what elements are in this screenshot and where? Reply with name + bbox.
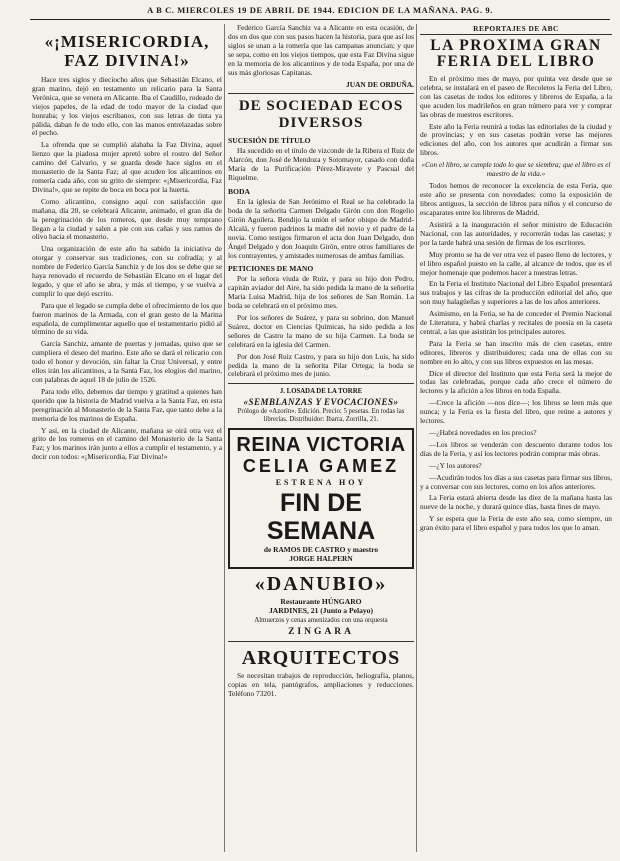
article-paragraph: —¿Habrá novedades en los precios? bbox=[429, 428, 537, 437]
ad-author: J. LOSADA DE LA TORRE bbox=[279, 388, 363, 396]
section-divider bbox=[228, 641, 414, 642]
article-paragraph: Como alicantino, consigno aquí con satisfacción que mañana, día 20, se celebrará Alicante, animado, el gran día de la peregrinación de los romeros, que desde muy temprano llegan a la ciudad y salen a pie con sus cañas y sus ramos de olivo hacia el monasterio. bbox=[32, 196, 222, 242]
column-rule bbox=[224, 24, 225, 852]
ad-show-title: FIN DE SEMANA bbox=[266, 489, 376, 546]
ad-arquitectos-title: ARQUITECTOS bbox=[241, 647, 401, 670]
article-paragraph: La Feria estará abierta desde las diez de la mañana hasta las nueve de la noche, y durará quince días, hasta fines de mayo. bbox=[420, 493, 612, 512]
article-paragraph: Por don José Ruiz Castro, y para su hijo don Luis, ha sido pedida la mano de la señorita Pilar Ortega; la boda se celebrará el próximo mes de junio. bbox=[228, 351, 414, 379]
ad-danubio-body: Almuerzos y cenas amenizados con una orquesta bbox=[254, 617, 388, 625]
subsection-heading: SUCESIÓN DE TÍTULO bbox=[228, 136, 311, 146]
ad-semblanzas bbox=[228, 388, 414, 424]
article-paragraph: Para todo ello, debemos dar tiempo y gratitud a quienes han querido que la historia de Madrid vuelva a la Santa Faz, en esta peregrinación al Monasterio de la Santa Faz, que tanto debe a la memoria de los marinos de España. bbox=[32, 386, 222, 423]
article-paragraph: —Los libros se venderán con descuento durante todos los días de la Feria, y así los lectores podrán comprar más obras. bbox=[420, 439, 612, 458]
subsection-heading: PETICIONES DE MANO bbox=[228, 264, 314, 274]
article-paragraph: En la iglesia de San Jerónimo el Real se ha celebrado la boda de la señorita Carmen Delgado Girón con don Rogelio Girón Aguilera. Bendijo la unión el señor obispo de Madrid-Alcalá, y fueron padrinos la madre del novio y el padre de la novia. Como testigos firmaron el acta don Juan Delgado, don Ángel Delgado y don Joaquín Girón, entre otros familiares de los contrayentes, y amistades numerosas de ambas familias. bbox=[228, 197, 414, 260]
ad-reina-victoria bbox=[228, 428, 414, 569]
ad-danubio-address: JARDINES, 21 (Junto a Pelayo) bbox=[269, 606, 373, 616]
page-header: A B C. MIERCOLES 19 DE ABRIL DE 1944. EDICION DE LA MAÑANA. PAG. 9. bbox=[30, 5, 610, 20]
article-paragraph: Para la Feria se han inscrito más de cien casetas, entre editores, libreros y distribuidores; cada una de ellas con su nombre en lo alto, y con sus libros expuestos en las mesas. bbox=[420, 338, 612, 366]
ad-star-name: CELIA GAMEZ bbox=[242, 456, 400, 477]
ad-premiere-label: ESTRENA HOY bbox=[275, 478, 367, 488]
article-title: «¡MISERICORDIA, FAZ DIVINA!» bbox=[44, 32, 210, 70]
article-paragraph: Todos hemos de reconocer la excelencia de esta Feria, que este año se presenta con novedades: como la exposición de libros antiguos, la sección de libros para niños y el concurso de escaparates entre los libreros de Madrid. bbox=[420, 181, 612, 218]
ad-credits: de RAMOS DE CASTRO y maestro bbox=[263, 545, 379, 555]
article-paragraph: Y así, en la ciudad de Alicante, mañana se oirá otra vez el grito de los romeros en el camino del Monasterio de la Santa Faz; y los marinos irán junto a ellos a cumplir el testamento, y a decir con todos: «¡Misericordia, Faz Divina!» bbox=[32, 425, 222, 462]
article-paragraph: Una organización de este año ha sabido la iniciativa de otorgar y conservar sus tradiciones, con su cofradía; y al nombre de Federico García Sanchiz y de los dos se debe que se haya renovado el recuerdo de Sebastián Elcano en el lugar del legado, y que el año se abra, y más el tiempo, y se vuelva a cumplir lo que dejó escrito. bbox=[32, 244, 222, 298]
column-rule bbox=[416, 24, 417, 852]
article-paragraph: Y se espera que la Feria de este año sea, como siempre, un gran éxito para el libro español y para todos los que lo aman. bbox=[420, 514, 612, 533]
article-paragraph: —¿Y los autores? bbox=[429, 460, 482, 470]
article-paragraph: García Sanchiz, amante de puertas y jornadas, quiso que se cumpliera el deseo del marino. Este año se dará el relicario con todo el honor y devoción, sin faltar la Cruz Universal, y entre ellos irán los alicantinos, a la Santa Faz, los elogios del marino, con palabras de aquel 18 de julio de 1526. bbox=[32, 339, 222, 384]
section-divider bbox=[228, 383, 414, 384]
ad-danubio-sub: Restaurante HÚNGARO bbox=[280, 597, 362, 607]
article-paragraph: Para que el legado se cumpla debe el ofrecimiento de los que fueron marinos de la Armada, con el gran gesto de la Marina española, de cumplimentar aquello que el testamentario pidió al término de su vida. bbox=[32, 300, 222, 337]
ad-danubio-orchestra: ZINGARA bbox=[288, 627, 354, 638]
article-paragraph: Asistirá a la inauguración el señor ministro de Educación Nacional, con las autoridades, y recorrerán todas las casetas; y por la tarde habrá una sesión de firmas de los escritores. bbox=[420, 219, 612, 247]
article-paragraph: Muy pronto se ha de ver otra vez el paseo lleno de lectores, y el libro español puesto en la calle, al alcance de todos, que es el mejor homenaje que podemos hacer a nuestras letras. bbox=[420, 249, 612, 277]
column-misericordia bbox=[32, 24, 222, 852]
ad-danubio-name: «DANUBIO» bbox=[254, 573, 388, 596]
article-paragraph: —Acudirán todos los días a sus casetas para firmar sus libros, y a conversar con sus lectores, como en los años anteriores. bbox=[420, 472, 612, 491]
subsection-heading: BODA bbox=[228, 187, 250, 197]
article-paragraph: Este año la Feria reunirá a todas las editoriales de la ciudad y de provincias; y en sus casetas podrán verse las mejores ediciones del año, con los autores que acudirán a firmar sus libros. bbox=[420, 121, 612, 158]
ad-credits: JORGE HALPERN bbox=[289, 554, 353, 564]
section-divider bbox=[228, 93, 414, 94]
article-paragraph: En el próximo mes de mayo, por quinta vez desde que se celebra, se instalará en el paseo de Recoletos la Feria del Libro, con las casetas de todos los editores y libreros de España, a la que acuden los madrileños en gran número para ver y comprar las obras de nuestros escritores. bbox=[420, 74, 612, 119]
column-society bbox=[228, 24, 414, 852]
article-paragraph: Asimismo, en la Feria, se ha de conceder el Premio Nacional de Literatura, y habrá charlas y recitales de poesía en la caseta central, a las que asistirán los principales autores. bbox=[420, 309, 612, 336]
section-kicker: REPORTAJES DE ABC bbox=[420, 24, 612, 35]
article-paragraph: En la Feria el Instituto Nacional del Libro Español presentará sus trabajos y las cifras de la producción editorial del año, que son muy halagüeñas y superiores a las de los años anteriores. bbox=[420, 279, 612, 307]
article-paragraph: Por los señores de Suárez, y para su sobrino, don Manuel Suárez, doctor en Ciencias Químicas, ha sido pedida a los señores de Castro la mano de su hija Carmen. La boda se celebrará en la iglesia del Carmen. bbox=[228, 313, 414, 349]
column-feria-libro bbox=[420, 24, 612, 852]
article-paragraph: —Crece la afición —nos dice—; los libros se leen más que nunca; y la Feria es la fiesta del libro, que reúne a autores y lectores. bbox=[420, 398, 612, 426]
ad-body: Prólogo de «Azorín». Edición. Precio: 5 pesetas. En todas las librerías. Distribuidor: Ibarra, Zorrilla, 21. bbox=[237, 408, 405, 424]
ad-arquitectos-body: Se necesitan trabajos de reproducción, heliografía, planos, copias en tela, pantógrafos, ampliaciones y reducciones. Teléfono 73201. bbox=[228, 671, 414, 699]
article-title: LA PROXIMA GRAN FERIA DEL LIBRO bbox=[430, 37, 602, 70]
ad-theater-name: REINA VICTORIA bbox=[236, 434, 406, 457]
article-paragraph: Ha sucedido en el título de vizconde de la Ribera el Ruiz de Alarcón, don José de Mendoza y Sotomayor, casado con doña María de la Purificación Pérez-Miravete y Pascual del Riquelme. bbox=[228, 146, 414, 183]
article-paragraph: Hace tres siglos y dieciocho años que Sebastián Elcano, el gran marino, dejó en testamento un relicario para la Santa Verónica, que se venera en Alicante. Iba el Caudillo, rodeado de viejos papeles, de la edad de todo mayor de la ciudad que honraba; y los viejos escribanos, con sus letras de tinta ya pálida, daban fe de todo ello, con las manos entrelazadas sobre el pecho. bbox=[32, 75, 222, 138]
article-paragraph: Federico García Sanchiz va a Alicante en esta ocasión, de dos en dos que con sus pasos hacen la historia, para que así los siglos se unan a la romería que las campanas anuncian; y que se sepa, como en los viejos tiempos, que esta Faz Divina sigue en la memoria de los alicantinos y de toda España, por una de sus más gloriosas Capitanas. bbox=[228, 24, 414, 77]
section-title: DE SOCIEDAD ECOS DIVERSOS bbox=[238, 98, 404, 132]
article-quote: «Con el libro, se cumple todo lo que se siembra; que el libro es el maestro de la vida.» bbox=[421, 161, 611, 178]
article-paragraph: Por la señora viuda de Ruiz, y para su hijo don Pedro, capitán aviador del Aire, ha sido pedida la mano de la señorita María Luisa Madrid, hija de los señores de San Román. La boda se celebrará en el próximo mes. bbox=[228, 274, 414, 311]
article-paragraph: Dice el director del Instituto que esta Feria será la mejor de todas las celebradas, porque cada año crece el número de lectores y la afición a los libros en toda España. bbox=[420, 368, 612, 396]
article-signature: JUAN DE ORDUÑA. bbox=[346, 80, 414, 90]
article-paragraph: La ofrenda que se cumplió alababa la Faz Divina, aquel lienzo que la piadosa mujer apretó sobre el rostro del Señor camino del Calvario, y se guarda desde hace siglos en el monasterio de la Santa Faz; al que acuden los alicantinos en romería cada año, con su grito de siempre: «¡Misericordia, Faz Divina!», que se repite de boca en boca por la huerta. bbox=[32, 140, 222, 194]
ad-book-title: «SEMBLANZAS Y EVOCACIONES» bbox=[243, 397, 399, 408]
